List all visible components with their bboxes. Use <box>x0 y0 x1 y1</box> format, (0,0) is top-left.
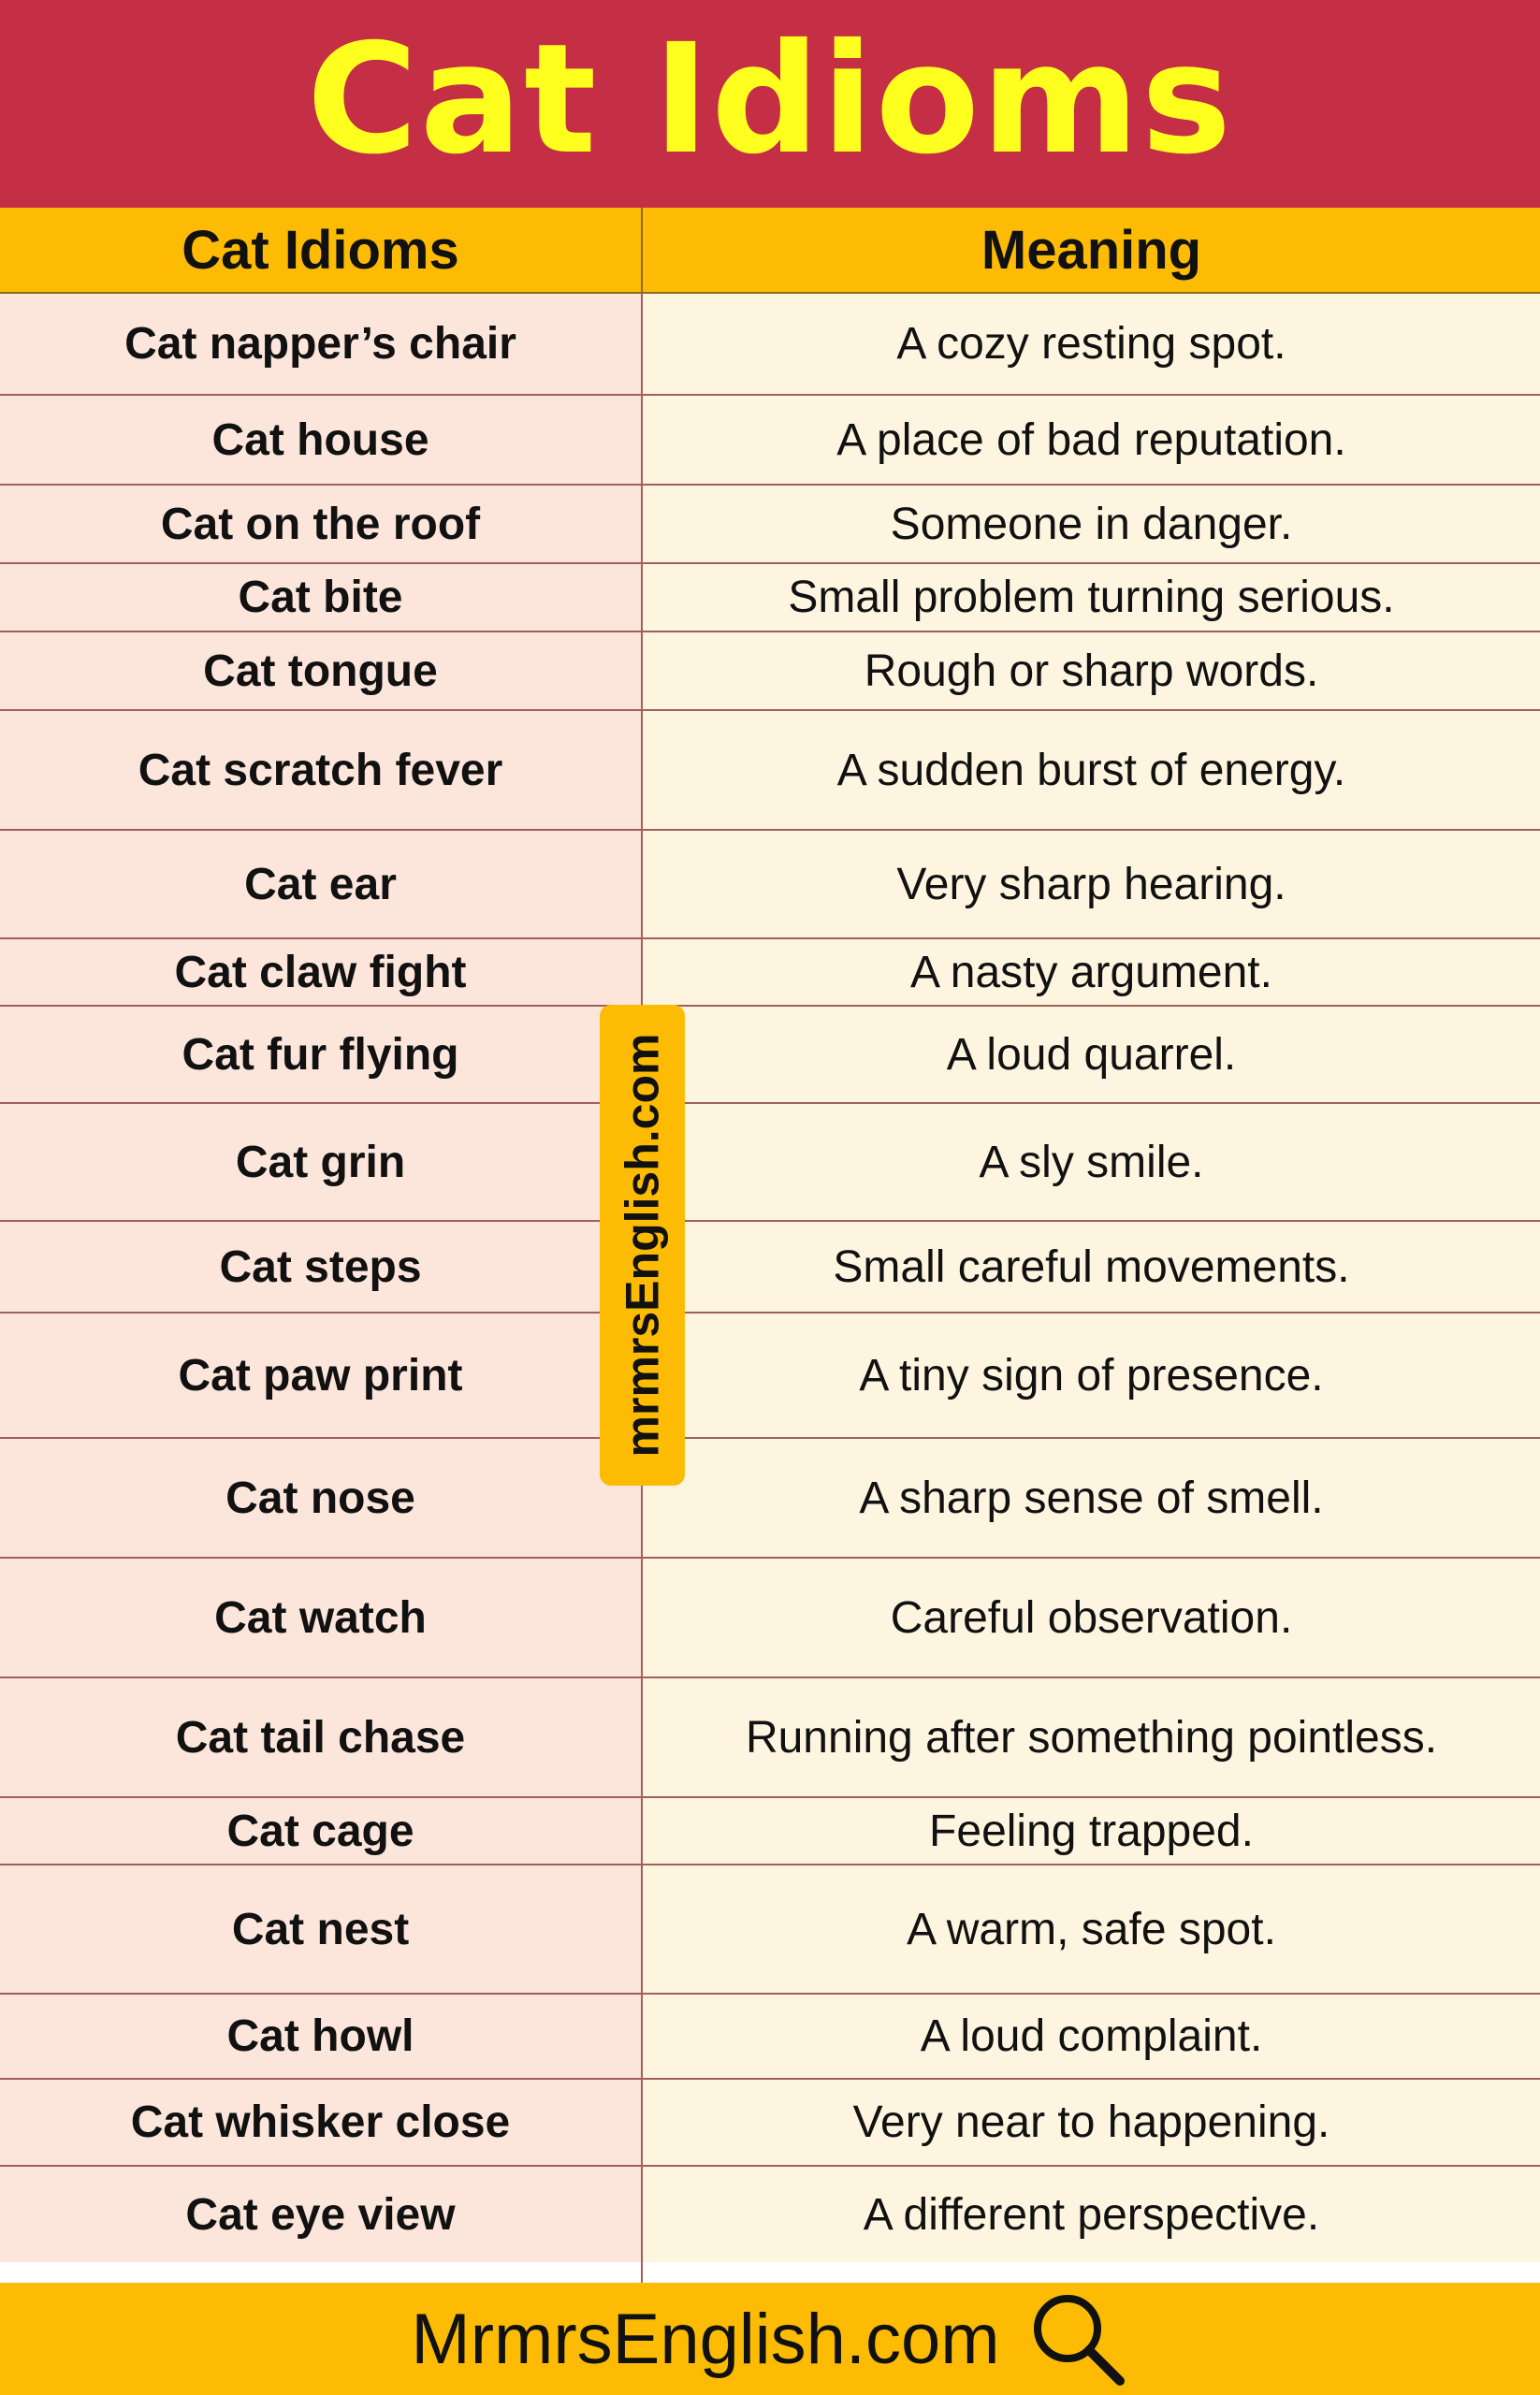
meaning-cell: A cozy resting spot. <box>643 294 1540 394</box>
table-row <box>0 486 1540 564</box>
idiom-cell: Cat steps <box>0 1222 641 1312</box>
idiom-cell: Cat house <box>0 396 641 484</box>
idioms-table-body <box>0 294 1540 2283</box>
meaning-cell: Careful observation. <box>643 1559 1540 1676</box>
meaning-cell: A sharp sense of smell. <box>643 1439 1540 1557</box>
column-header-meaning: Meaning <box>981 219 1202 281</box>
table-row <box>0 831 1540 939</box>
meaning-cell: A sly smile. <box>643 1104 1540 1220</box>
meaning-cell: Someone in danger. <box>643 486 1540 562</box>
table-header <box>0 208 1540 294</box>
meaning-cell: A tiny sign of presence. <box>643 1314 1540 1437</box>
column-header-idioms: Cat Idioms <box>182 219 459 281</box>
idiom-cell: Cat nest <box>0 1865 641 1993</box>
idiom-cell: Cat bite <box>0 564 641 631</box>
table-row <box>0 1995 1540 2080</box>
idiom-cell: Cat paw print <box>0 1314 641 1437</box>
meaning-cell: A loud quarrel. <box>643 1007 1540 1102</box>
title-banner <box>0 0 1540 208</box>
meaning-cell: A different perspective. <box>643 2167 1540 2262</box>
footer-site-name: MrmrsEnglish.com <box>411 2299 1000 2379</box>
table-row <box>0 1222 1540 1314</box>
idiom-cell: Cat eye view <box>0 2167 641 2262</box>
meaning-cell: A sudden burst of energy. <box>643 711 1540 829</box>
footer-bar <box>0 2283 1540 2395</box>
meaning-cell: Small problem turning serious. <box>643 564 1540 631</box>
idiom-cell: Cat claw fight <box>0 939 641 1005</box>
meaning-cell: Very sharp hearing. <box>643 831 1540 937</box>
meaning-cell: A place of bad reputation. <box>643 396 1540 484</box>
table-row <box>0 632 1540 711</box>
table-row <box>0 1314 1540 1439</box>
table-row <box>0 2167 1540 2262</box>
idiom-cell: Cat howl <box>0 1995 641 2078</box>
table-row <box>0 564 1540 632</box>
idiom-cell: Cat on the roof <box>0 486 641 562</box>
idiom-cell: Cat scratch fever <box>0 711 641 829</box>
idiom-cell: Cat fur flying <box>0 1007 641 1102</box>
idiom-cell: Cat cage <box>0 1798 641 1864</box>
page-title: Cat Idioms <box>306 12 1234 188</box>
meaning-cell: A loud complaint. <box>643 1995 1540 2078</box>
table-row <box>0 1678 1540 1798</box>
table-row <box>0 1439 1540 1559</box>
idiom-cell: Cat grin <box>0 1104 641 1220</box>
meaning-cell: A nasty argument. <box>643 939 1540 1005</box>
table-row <box>0 1559 1540 1678</box>
meaning-cell: Running after something pointless. <box>643 1678 1540 1796</box>
meaning-cell: Small careful movements. <box>643 1222 1540 1312</box>
meaning-cell: Feeling trapped. <box>643 1798 1540 1864</box>
table-row <box>0 1865 1540 1995</box>
table-row <box>0 2080 1540 2167</box>
table-row <box>0 1007 1540 1104</box>
watermark-badge <box>600 1005 685 1486</box>
watermark-text: mrmrsEnglish.com <box>616 1033 669 1458</box>
idiom-cell: Cat nose <box>0 1439 641 1557</box>
table-row <box>0 294 1540 396</box>
table-row <box>0 396 1540 486</box>
idiom-cell: Cat napper’s chair <box>0 294 641 394</box>
meaning-cell: A warm, safe spot. <box>643 1865 1540 1993</box>
table-row <box>0 939 1540 1007</box>
table-row <box>0 711 1540 831</box>
table-row <box>0 1798 1540 1865</box>
idiom-cell: Cat tail chase <box>0 1678 641 1796</box>
idiom-cell: Cat tongue <box>0 632 641 709</box>
search-icon <box>1026 2287 1129 2390</box>
meaning-cell: Very near to happening. <box>643 2080 1540 2165</box>
idiom-cell: Cat ear <box>0 831 641 937</box>
idiom-cell: Cat whisker close <box>0 2080 641 2165</box>
idiom-cell: Cat watch <box>0 1559 641 1676</box>
meaning-cell: Rough or sharp words. <box>643 632 1540 709</box>
table-row <box>0 1104 1540 1222</box>
